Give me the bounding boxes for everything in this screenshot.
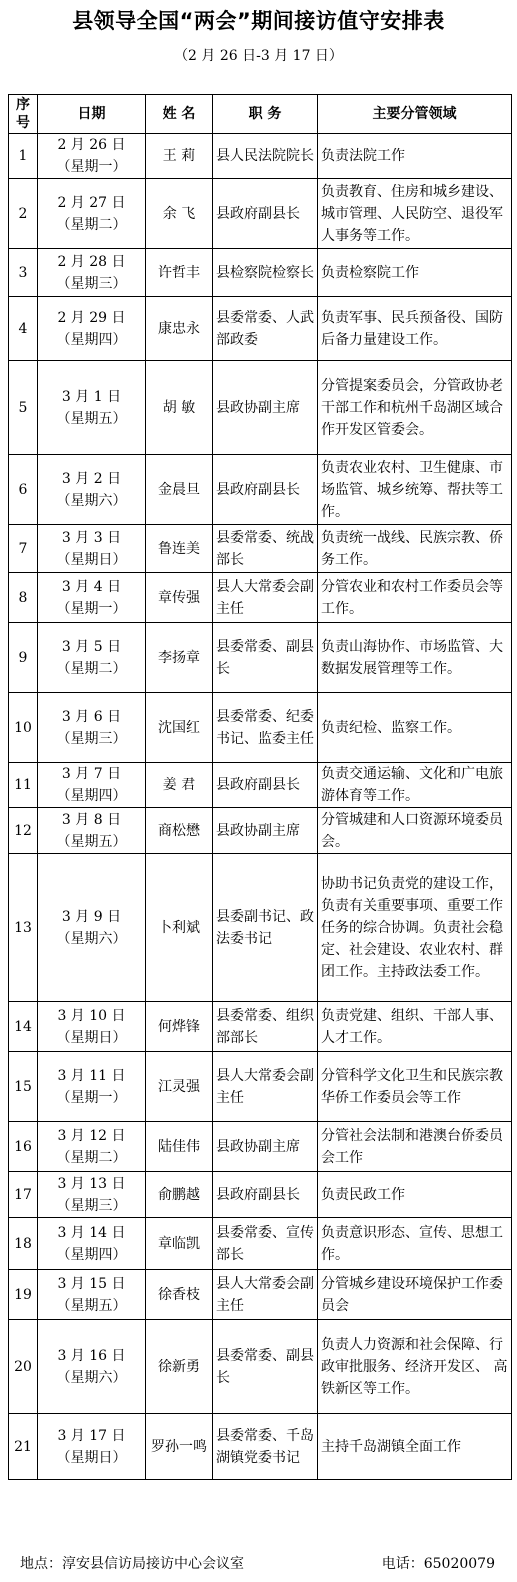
row-number: 4 <box>9 297 38 361</box>
row-date: 3 月 4 日 <box>61 578 122 595</box>
row-name: 商松懋 <box>146 808 213 854</box>
row-weekday: （星期一） <box>56 159 127 175</box>
row-weekday: （星期日） <box>56 551 127 568</box>
row-weekday: （星期六） <box>56 1369 127 1386</box>
row-date-cell <box>38 808 146 854</box>
row-number: 18 <box>9 1218 38 1270</box>
row-date-cell <box>38 297 146 361</box>
row-number: 16 <box>9 1122 38 1172</box>
row-name: 鲁连美 <box>146 525 213 573</box>
row-date: 2 月 26 日 <box>57 137 126 153</box>
row-date: 3 月 1 日 <box>61 388 122 405</box>
row-duty: 分管城建和人口资源环境委员会。 <box>318 808 512 854</box>
header-duty: 主要分管领域 <box>318 95 512 134</box>
row-number: 13 <box>9 854 38 1002</box>
contact-phone: 电话：65020079 <box>381 1556 495 1572</box>
row-duty: 分管农业和农村工作委员会等工作。 <box>318 573 512 623</box>
row-date: 2 月 28 日 <box>57 253 126 270</box>
row-position: 县政府副县长 <box>213 1172 318 1218</box>
row-weekday: （星期日） <box>56 1029 127 1046</box>
row-position: 县人大常委会副主任 <box>213 1052 318 1122</box>
footer <box>0 1551 517 1577</box>
header-position: 职 务 <box>213 95 318 134</box>
row-weekday: （星期五） <box>56 410 127 427</box>
row-position: 县委常委、副县长 <box>213 623 318 693</box>
row-position: 县检察院检察长 <box>213 249 318 297</box>
row-name: 姜 君 <box>146 763 213 808</box>
row-date-cell <box>38 249 146 297</box>
date-range-subtitle: （2 月 26 日-3 月 17 日） <box>174 48 343 64</box>
row-name: 罗孙一鸣 <box>146 1414 213 1480</box>
row-weekday: （星期三） <box>56 275 127 292</box>
row-name: 康忠永 <box>146 297 213 361</box>
header-date: 日期 <box>38 95 146 134</box>
row-number: 6 <box>9 455 38 525</box>
row-date-cell <box>38 1320 146 1414</box>
row-date: 3 月 6 日 <box>61 708 122 725</box>
row-name: 王 莉 <box>146 134 213 179</box>
table-row <box>9 249 512 297</box>
row-name: 章传强 <box>146 573 213 623</box>
row-weekday: （星期三） <box>56 1197 127 1214</box>
row-date: 3 月 9 日 <box>61 908 122 925</box>
row-duty: 协助书记负责党的建设工作，负责有关重要事项、重要工作任务的综合协调。负责社会稳定、社会建设、农业农村、群团工作。主持政法委工作。 <box>318 854 512 1002</box>
row-number: 21 <box>9 1414 38 1480</box>
row-position: 县人民法院院长 <box>213 134 318 179</box>
row-date-cell <box>38 179 146 249</box>
row-duty: 负责山海协作、市场监管、大数据发展管理等工作。 <box>318 623 512 693</box>
row-weekday: （星期二） <box>56 216 127 233</box>
row-position: 县政府副县长 <box>213 179 318 249</box>
row-date: 3 月 2 日 <box>61 470 122 487</box>
table-row <box>9 1270 512 1320</box>
row-date-cell <box>38 1414 146 1480</box>
row-number: 11 <box>9 763 38 808</box>
row-duty: 负责检察院工作 <box>318 249 512 297</box>
row-date: 3 月 5 日 <box>61 638 122 655</box>
row-position: 县委副书记、政法委书记 <box>213 854 318 1002</box>
table-row <box>9 808 512 854</box>
table-row <box>9 1414 512 1480</box>
duty-schedule-table <box>8 94 512 1480</box>
row-weekday: （星期四） <box>56 331 127 348</box>
table-row <box>9 1320 512 1414</box>
row-duty: 负责纪检、监察工作。 <box>318 693 512 763</box>
table-row <box>9 134 512 179</box>
row-weekday: （星期日） <box>56 1449 127 1466</box>
row-date-cell <box>38 1122 146 1172</box>
row-date-cell <box>38 854 146 1002</box>
meeting-location: 地点：淳安县信访局接访中心会议室 <box>20 1556 244 1572</box>
row-date-cell <box>38 623 146 693</box>
row-position: 县委常委、统战部长 <box>213 525 318 573</box>
row-weekday: （星期五） <box>56 1297 127 1314</box>
header-number: 序号 <box>9 95 38 134</box>
row-number: 17 <box>9 1172 38 1218</box>
row-date-cell <box>38 763 146 808</box>
row-number: 15 <box>9 1052 38 1122</box>
row-duty: 负责人力资源和社会保障、行政审批服务、经济开发区、 高铁新区等工作。 <box>318 1320 512 1414</box>
row-name: 许哲丰 <box>146 249 213 297</box>
row-number: 1 <box>9 134 38 179</box>
row-duty: 分管提案委员会，分管政协老干部工作和杭州千岛湖区域合作开发区管委会。 <box>318 361 512 455</box>
row-number: 3 <box>9 249 38 297</box>
row-date-cell <box>38 1270 146 1320</box>
row-date-cell <box>38 1218 146 1270</box>
document-title: 县领导全国“两会”期间接访值守安排表 <box>72 9 445 33</box>
row-name: 江灵强 <box>146 1052 213 1122</box>
row-date: 3 月 15 日 <box>57 1275 126 1292</box>
row-number: 14 <box>9 1002 38 1052</box>
row-weekday: （星期四） <box>56 1246 127 1263</box>
row-position: 县政协副主席 <box>213 808 318 854</box>
row-name: 卜利斌 <box>146 854 213 1002</box>
row-weekday: （星期一） <box>56 600 127 617</box>
row-date: 3 月 3 日 <box>61 529 122 546</box>
row-duty: 负责交通运输、文化和广电旅游体育等工作。 <box>318 763 512 808</box>
table-row <box>9 1122 512 1172</box>
row-date: 2 月 29 日 <box>57 309 126 326</box>
row-name: 章临凯 <box>146 1218 213 1270</box>
table-row <box>9 361 512 455</box>
row-date: 3 月 16 日 <box>57 1347 126 1364</box>
row-date-cell <box>38 1172 146 1218</box>
table-row <box>9 693 512 763</box>
row-position: 县委常委、副县长 <box>213 1320 318 1414</box>
row-position: 县政府副县长 <box>213 455 318 525</box>
row-date: 3 月 13 日 <box>57 1175 126 1192</box>
row-position: 县人大常委会副主任 <box>213 573 318 623</box>
row-position: 县人大常委会副主任 <box>213 1270 318 1320</box>
table-row <box>9 854 512 1002</box>
table-header-row <box>9 95 512 134</box>
row-name: 陆佳伟 <box>146 1122 213 1172</box>
row-date: 3 月 8 日 <box>61 811 122 828</box>
row-number: 7 <box>9 525 38 573</box>
row-weekday: （星期六） <box>56 492 127 509</box>
header-name: 姓 名 <box>146 95 213 134</box>
row-duty: 负责军事、民兵预备役、国防后备力量建设工作。 <box>318 297 512 361</box>
row-date-cell <box>38 693 146 763</box>
row-name: 徐新勇 <box>146 1320 213 1414</box>
row-number: 10 <box>9 693 38 763</box>
row-position: 县委常委、组织部部长 <box>213 1002 318 1052</box>
row-duty: 负责党建、组织、干部人事、人才工作。 <box>318 1002 512 1052</box>
row-date-cell <box>38 361 146 455</box>
row-name: 李扬章 <box>146 623 213 693</box>
table-row <box>9 1002 512 1052</box>
row-duty: 负责统一战线、民族宗教、侨务工作。 <box>318 525 512 573</box>
row-number: 20 <box>9 1320 38 1414</box>
row-duty: 负责教育、住房和城乡建设、城市管理、人民防空、退役军人事务等工作。 <box>318 179 512 249</box>
row-weekday: （星期六） <box>56 930 127 947</box>
row-number: 5 <box>9 361 38 455</box>
row-date-cell <box>38 134 146 179</box>
table-row <box>9 455 512 525</box>
row-date-cell <box>38 1002 146 1052</box>
row-weekday: （星期一） <box>56 1089 127 1106</box>
row-weekday: （星期四） <box>56 788 127 804</box>
row-duty: 主持千岛湖镇全面工作 <box>318 1414 512 1480</box>
row-number: 9 <box>9 623 38 693</box>
row-date-cell <box>38 1052 146 1122</box>
row-duty: 负责农业农村、卫生健康、市场监管、城乡统筹、帮扶等工作。 <box>318 455 512 525</box>
row-duty: 分管科学文化卫生和民族宗教华侨工作委员会等工作 <box>318 1052 512 1122</box>
row-date: 3 月 14 日 <box>57 1224 126 1241</box>
row-name: 胡 敏 <box>146 361 213 455</box>
row-date-cell <box>38 573 146 623</box>
row-date: 3 月 10 日 <box>57 1007 126 1024</box>
row-number: 19 <box>9 1270 38 1320</box>
row-duty: 分管城乡建设环境保护工作委员会 <box>318 1270 512 1320</box>
row-number: 2 <box>9 179 38 249</box>
row-name: 金晨旦 <box>146 455 213 525</box>
row-name: 俞鹏越 <box>146 1172 213 1218</box>
row-name: 何烨锋 <box>146 1002 213 1052</box>
table-row <box>9 525 512 573</box>
table-body <box>9 134 512 1480</box>
row-number: 8 <box>9 573 38 623</box>
row-date: 3 月 17 日 <box>57 1427 126 1444</box>
row-duty: 负责意识形态、宣传、思想工作。 <box>318 1218 512 1270</box>
table-row <box>9 1172 512 1218</box>
row-weekday: （星期二） <box>56 660 127 677</box>
row-weekday: （星期五） <box>56 833 127 850</box>
table-row <box>9 573 512 623</box>
row-position: 县政府副县长 <box>213 763 318 808</box>
row-duty: 负责法院工作 <box>318 134 512 179</box>
row-name: 沈国红 <box>146 693 213 763</box>
row-weekday: （星期三） <box>56 730 127 747</box>
row-duty: 分管社会法制和港澳台侨委员会工作 <box>318 1122 512 1172</box>
row-position: 县委常委、人武部政委 <box>213 297 318 361</box>
row-date-cell <box>38 455 146 525</box>
row-duty: 负责民政工作 <box>318 1172 512 1218</box>
table-row <box>9 1218 512 1270</box>
row-date-cell <box>38 525 146 573</box>
row-date: 3 月 7 日 <box>61 766 122 782</box>
row-number: 12 <box>9 808 38 854</box>
row-weekday: （星期二） <box>56 1149 127 1166</box>
table-row <box>9 297 512 361</box>
row-date: 3 月 12 日 <box>57 1127 126 1144</box>
table-row <box>9 1052 512 1122</box>
row-position: 县政协副主席 <box>213 1122 318 1172</box>
row-name: 徐香枝 <box>146 1270 213 1320</box>
row-position: 县委常委、纪委书记、监委主任 <box>213 693 318 763</box>
row-date: 2 月 27 日 <box>57 194 126 211</box>
table-row <box>9 763 512 808</box>
table-row <box>9 179 512 249</box>
row-position: 县委常委、千岛湖镇党委书记 <box>213 1414 318 1480</box>
row-position: 县政协副主席 <box>213 361 318 455</box>
row-name: 余 飞 <box>146 179 213 249</box>
row-date: 3 月 11 日 <box>57 1067 126 1084</box>
table-row <box>9 623 512 693</box>
row-position: 县委常委、宣传部长 <box>213 1218 318 1270</box>
